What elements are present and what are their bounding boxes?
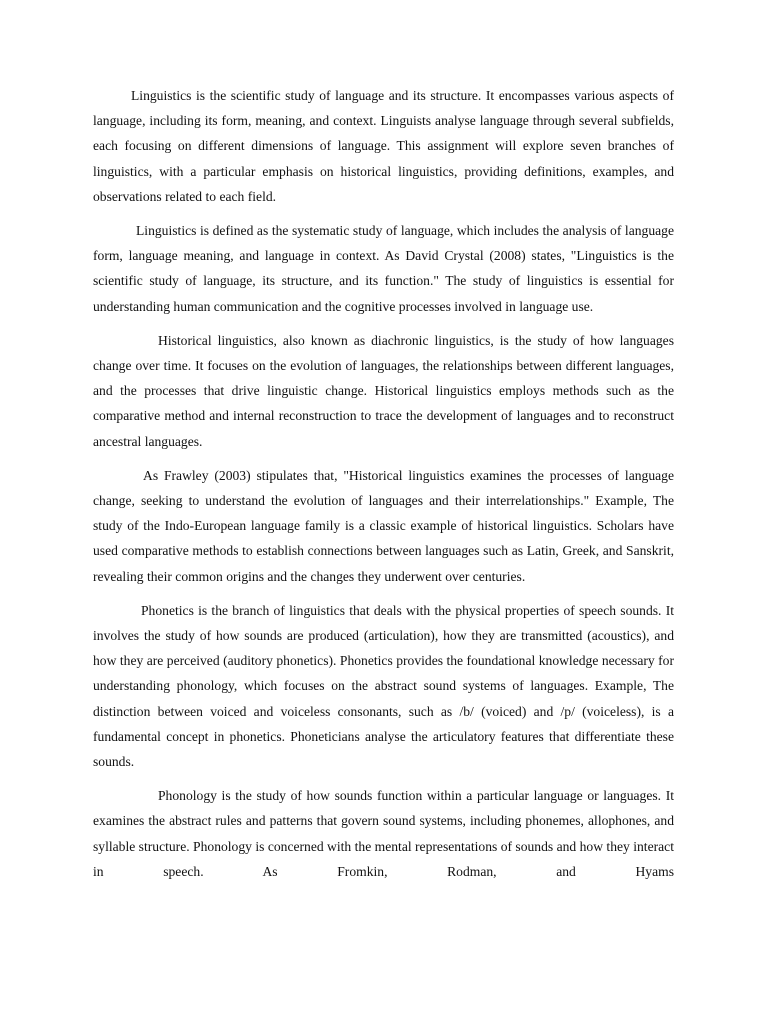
paragraph-linguistics-definition: Linguistics is defined as the systematic study of language, which includes the analysis of language form, language meaning, and language in context. As David Crystal (2008) states, "Linguistics is the scientific study of language, its structure, and its function." The study of linguistics is essential for understanding human communication and the cognitive processes involved in language use. [93, 223, 674, 314]
paragraph-historical-example: As Frawley (2003) stipulates that, "Historical linguistics examines the processes of language change, seeking to understand the evolution of languages and their interrelationships." Example, The study of the Indo-European language family is a classic example of historical linguistics. Scholars have used comparative methods to establish connections between languages such as Latin, Greek, and Sanskrit, revealing their common origins and the changes they underwent over centuries. [93, 467, 674, 584]
paragraph-introduction: Linguistics is the scientific study of language and its structure. It encompasses various aspects of language, including its form, meaning, and context. Linguists analyse language through several subfields, each focusing on different dimensions of language. This assignment will explore seven branches of linguistics, with a particular emphasis on historical linguistics, providing definitions, examples, and observations related to each field. [93, 88, 674, 204]
paragraph-historical-linguistics: Historical linguistics, also known as diachronic linguistics, is the study of how languages change over time. It focuses on the evolution of languages, the relationships between different languages, and the processes that drive linguistic change. Historical linguistics employs methods such as the comparative method and internal reconstruction to trace the development of languages and to reconstruct ancestral languages. [93, 332, 674, 449]
paragraph-phonetics: Phonetics is the branch of linguistics that deals with the physical properties of speech sounds. It involves the study of how sounds are produced (articulation), how they are transmitted (acoustics), and how they are perceived (auditory phonetics). Phonetics provides the foundational knowledge necessary for understanding phonology, which focuses on the abstract sound systems of languages. Example, The distinction between voiced and voiceless consonants, such as /b/ (voiced) and /p/ (voiceless), is a fundamental concept in phonetics. Phoneticians analyse the articulatory features that differentiate these sounds. [93, 602, 674, 770]
paragraph-phonology: Phonology is the study of how sounds function within a particular language or languages. It examines the abstract rules and patterns that govern sound systems, including phonemes, allophones, and syllable structure. Phonology is concerned with the mental representations of sounds and how they interact in speech. As Fromkin, Rodman, and Hyams [93, 788, 674, 879]
